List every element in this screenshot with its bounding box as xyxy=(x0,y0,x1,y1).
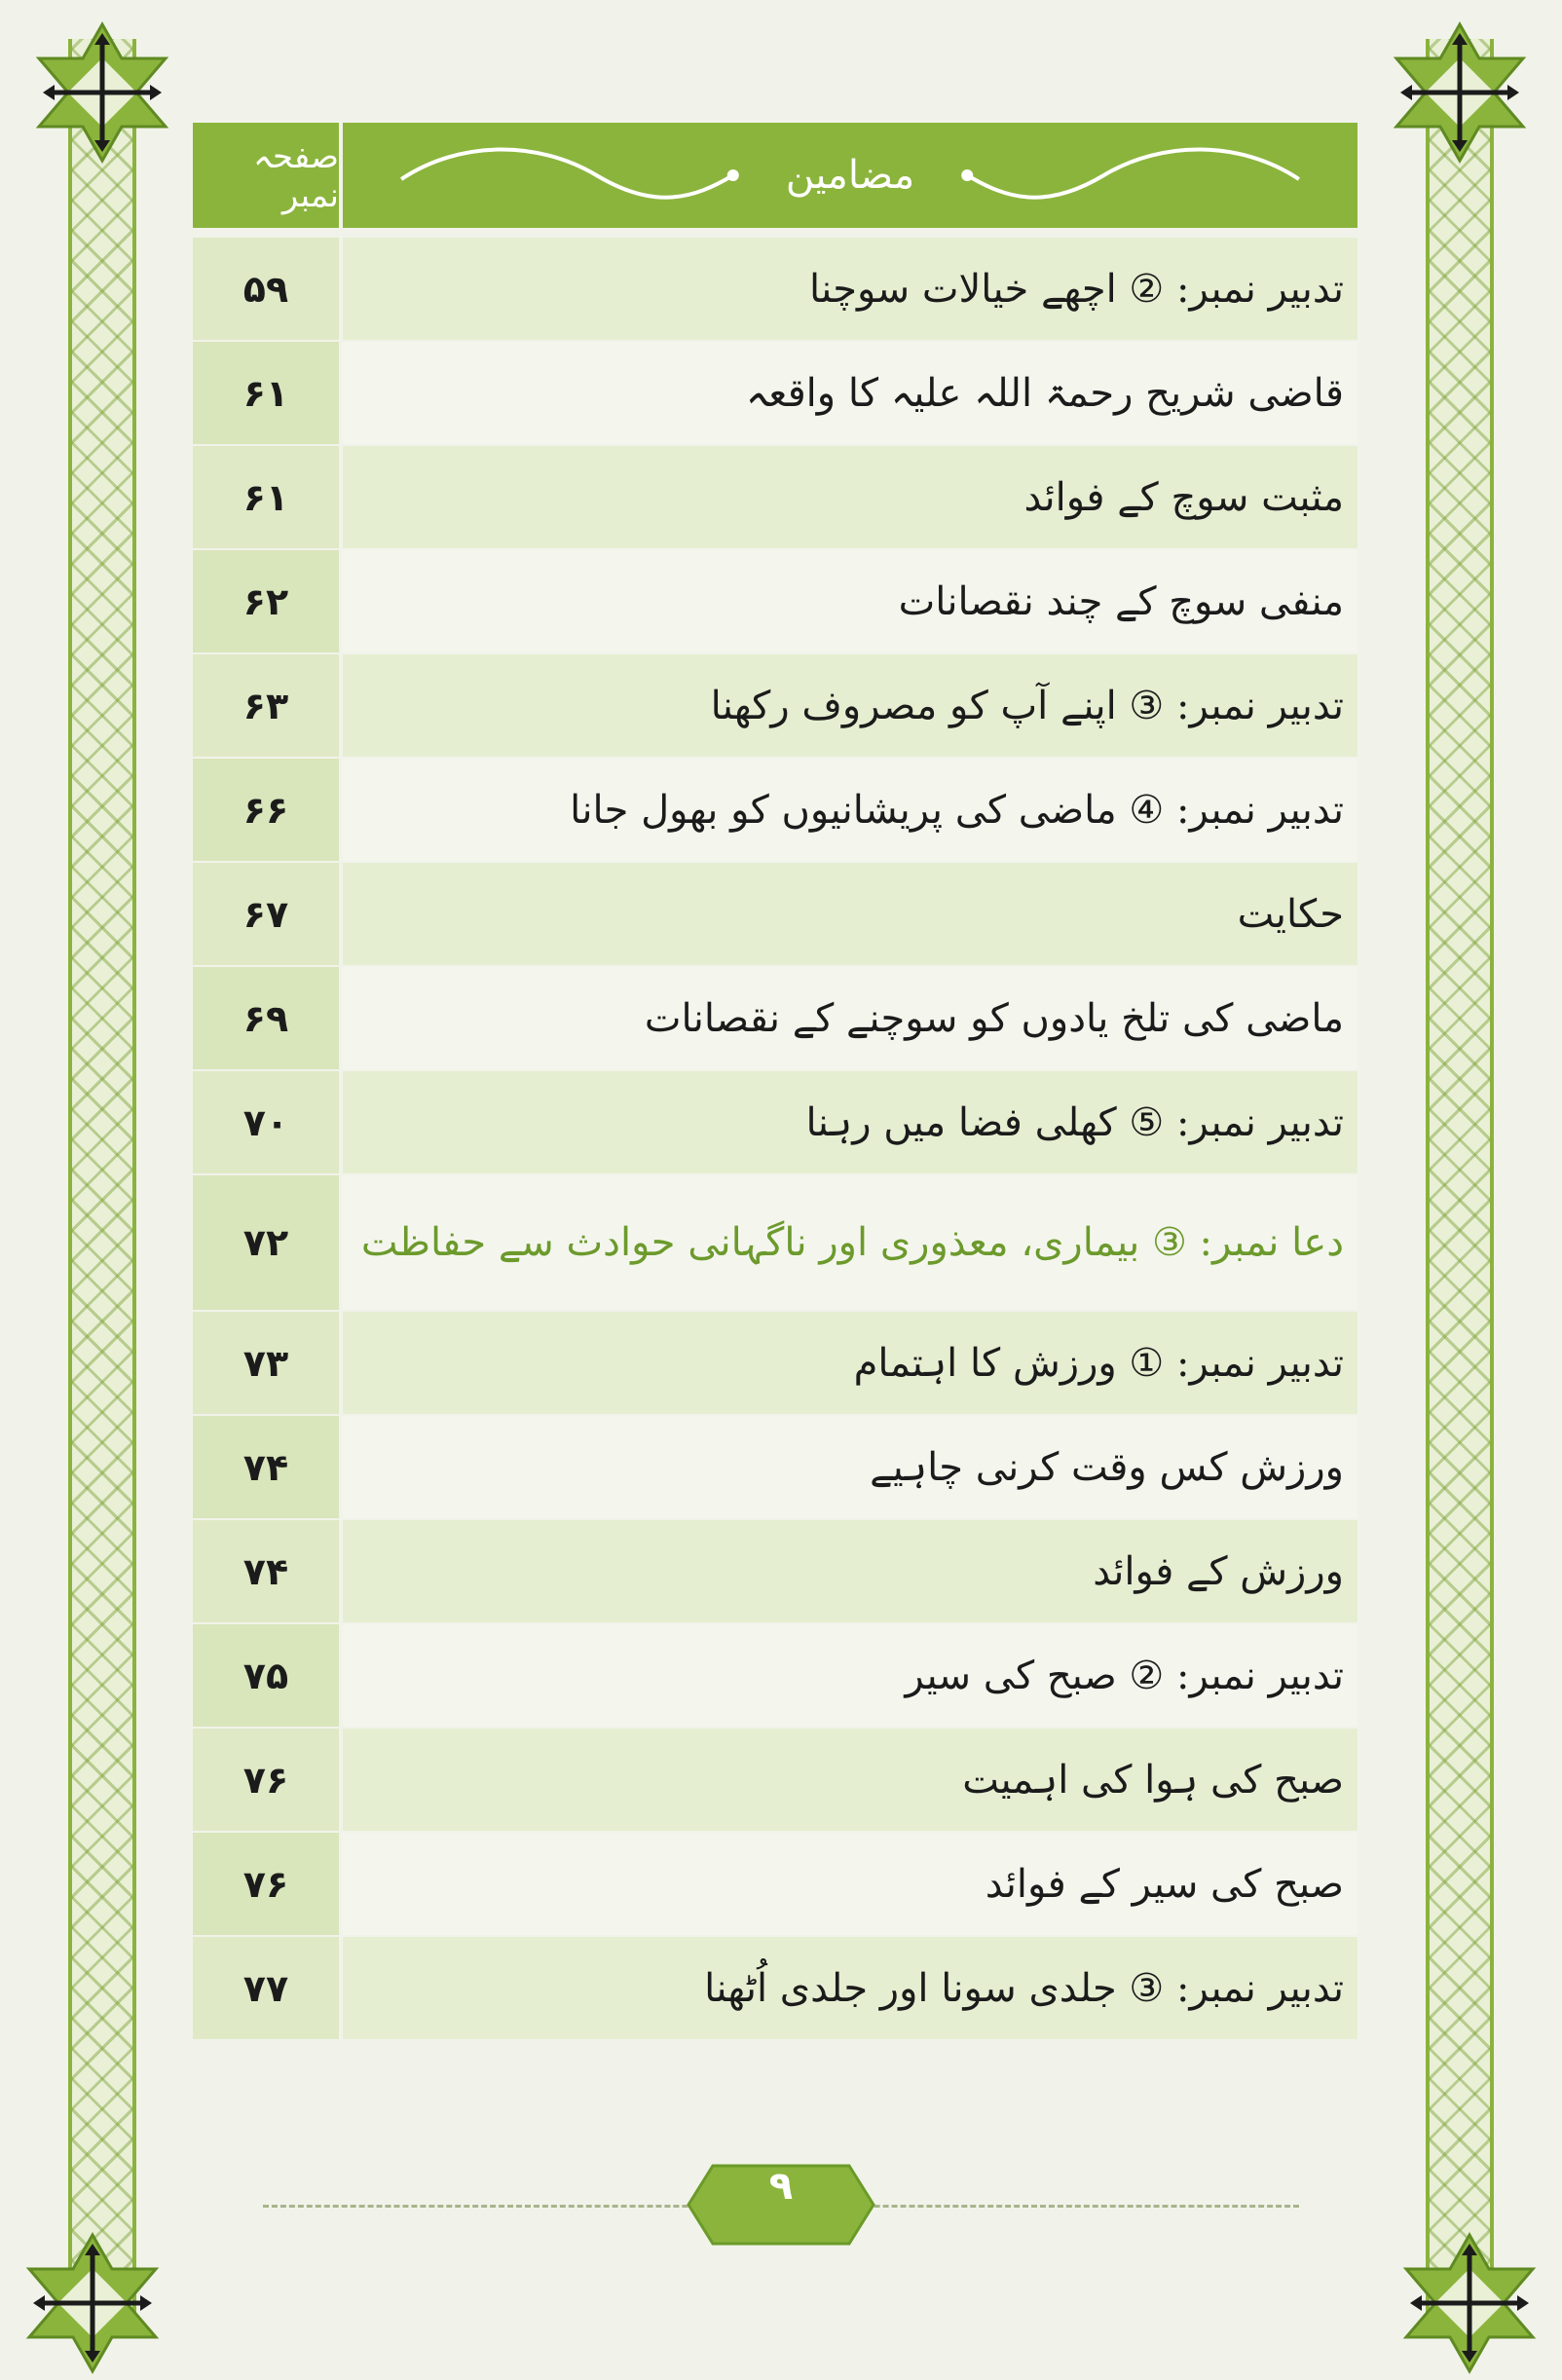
row-title: تدبیر نمبر: ② اچھے خیالات سوچنا xyxy=(343,238,1357,340)
row-title: صبح کی سیر کے فوائد xyxy=(343,1833,1357,1935)
contents-row xyxy=(193,446,1357,548)
contents-row xyxy=(193,863,1357,965)
row-title: تدبیر نمبر: ④ ماضی کی پریشانیوں کو بھول جانا xyxy=(343,759,1357,861)
left-decorative-border xyxy=(68,39,136,2337)
row-title: ماضی کی تلخ یادوں کو سوچنے کے نقصانات xyxy=(343,967,1357,1069)
contents-header xyxy=(193,123,1357,228)
contents-list xyxy=(193,238,1357,2041)
row-page-number: ۷۰ xyxy=(193,1071,339,1173)
row-title: دعا نمبر: ③ بیماری، معذوری اور ناگہانی حوادث سے حفاظت xyxy=(343,1175,1357,1310)
row-page-number: ۷۳ xyxy=(193,1312,339,1414)
contents-row xyxy=(193,1937,1357,2039)
row-title: منفی سوچ کے چند نقصانات xyxy=(343,550,1357,652)
right-decorative-border xyxy=(1426,39,1494,2337)
row-title: ورزش کے فوائد xyxy=(343,1520,1357,1622)
contents-row xyxy=(193,342,1357,444)
contents-row xyxy=(193,967,1357,1069)
corner-ornament-top-left xyxy=(29,19,175,166)
row-title: صبح کی ہوا کی اہمیت xyxy=(343,1729,1357,1831)
contents-row xyxy=(193,1312,1357,1414)
row-title: قاضی شریح رحمۃ اللہ علیہ کا واقعہ xyxy=(343,342,1357,444)
contents-row xyxy=(193,1071,1357,1173)
contents-row xyxy=(193,1833,1357,1935)
contents-row xyxy=(193,1729,1357,1831)
page-number-column-header: صفحہ نمبر xyxy=(193,123,339,228)
page-number: ۹ xyxy=(768,2164,794,2209)
row-title: مثبت سوچ کے فوائد xyxy=(343,446,1357,548)
contents-row xyxy=(193,654,1357,757)
corner-ornament-bottom-right xyxy=(1396,2230,1543,2376)
corner-ornament-bottom-left xyxy=(19,2230,166,2376)
contents-row xyxy=(193,1175,1357,1310)
contents-row xyxy=(193,1624,1357,1727)
row-page-number: ۶۲ xyxy=(193,550,339,652)
corner-ornament-top-right xyxy=(1387,19,1533,166)
row-page-number: ۷۴ xyxy=(193,1416,339,1518)
row-title: تدبیر نمبر: ③ اپنے آپ کو مصروف رکھنا xyxy=(343,654,1357,757)
row-page-number: ۷۶ xyxy=(193,1729,339,1831)
row-title: تدبیر نمبر: ③ جلدی سونا اور جلدی اُٹھنا xyxy=(343,1937,1357,2039)
contents-title: مضامین xyxy=(768,153,932,198)
row-page-number: ۶۹ xyxy=(193,967,339,1069)
row-page-number: ۷۶ xyxy=(193,1833,339,1935)
row-page-number: ۶۶ xyxy=(193,759,339,861)
row-page-number: ۵۹ xyxy=(193,238,339,340)
row-page-number: ۶۱ xyxy=(193,446,339,548)
row-page-number: ۷۷ xyxy=(193,1937,339,2039)
contents-row xyxy=(193,1416,1357,1518)
row-title: تدبیر نمبر: ⑤ کھلی فضا میں رہنا xyxy=(343,1071,1357,1173)
row-title: ورزش کس وقت کرنی چاہیے xyxy=(343,1416,1357,1518)
contents-title-banner xyxy=(343,123,1357,228)
row-title: حکایت xyxy=(343,863,1357,965)
contents-row xyxy=(193,759,1357,861)
row-page-number: ۷۵ xyxy=(193,1624,339,1727)
row-page-number: ۶۳ xyxy=(193,654,339,757)
row-page-number: ۷۲ xyxy=(193,1175,339,1310)
contents-row xyxy=(193,1520,1357,1622)
contents-row xyxy=(193,550,1357,652)
row-page-number: ۶۷ xyxy=(193,863,339,965)
contents-row xyxy=(193,238,1357,340)
row-page-number: ۶۱ xyxy=(193,342,339,444)
row-title: تدبیر نمبر: ① ورزش کا اہتمام xyxy=(343,1312,1357,1414)
row-page-number: ۷۴ xyxy=(193,1520,339,1622)
row-title: تدبیر نمبر: ② صبح کی سیر xyxy=(343,1624,1357,1727)
